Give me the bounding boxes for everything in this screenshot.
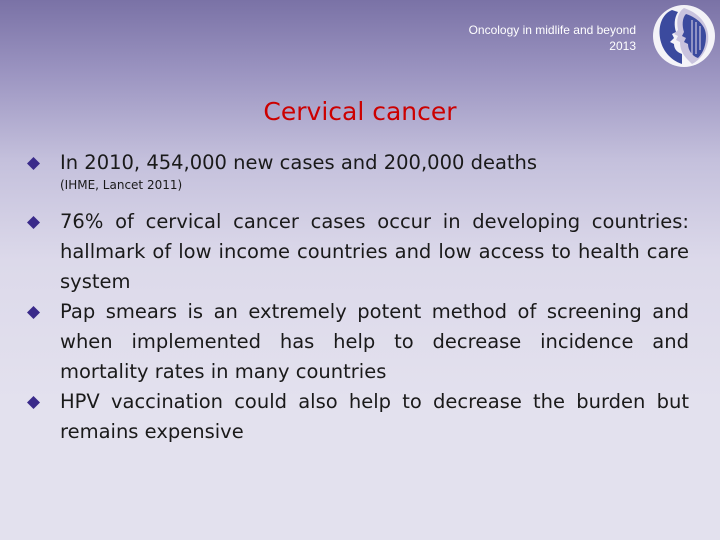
diamond-bullet-icon [27, 157, 40, 170]
bullet-item-2 [25, 207, 689, 297]
diamond-bullet-icon [27, 396, 40, 409]
bullet-item-1 [25, 148, 689, 178]
bullet-text-4: HPV vaccination could also help to decrease the burden but remains expensive [60, 390, 689, 443]
diamond-bullet-icon [27, 216, 40, 229]
bullet-list [25, 148, 689, 447]
header-line-2: 2013 [609, 39, 636, 53]
slide-title: Cervical cancer [263, 97, 457, 126]
bullet-text-2: 76% of cervical cancer cases occur in developing countries: hallmark of low income countries and low access to health care system [60, 210, 689, 293]
diamond-bullet-icon [27, 306, 40, 319]
bullet-text-3: Pap smears is an extremely potent method of screening and when implemented has help to decrease incidence and mortality rates in many countries [60, 300, 689, 383]
header-text [469, 22, 636, 54]
bullet-citation-1: (IHME, Lancet 2011) [60, 178, 183, 192]
bullet-item-4 [25, 387, 689, 447]
bullet-item-3 [25, 297, 689, 387]
bullet-text-1: In 2010, 454,000 new cases and 200,000 deaths [60, 151, 538, 174]
profile-faces-logo-icon [652, 4, 716, 68]
header-line-1: Oncology in midlife and beyond [468, 23, 636, 37]
